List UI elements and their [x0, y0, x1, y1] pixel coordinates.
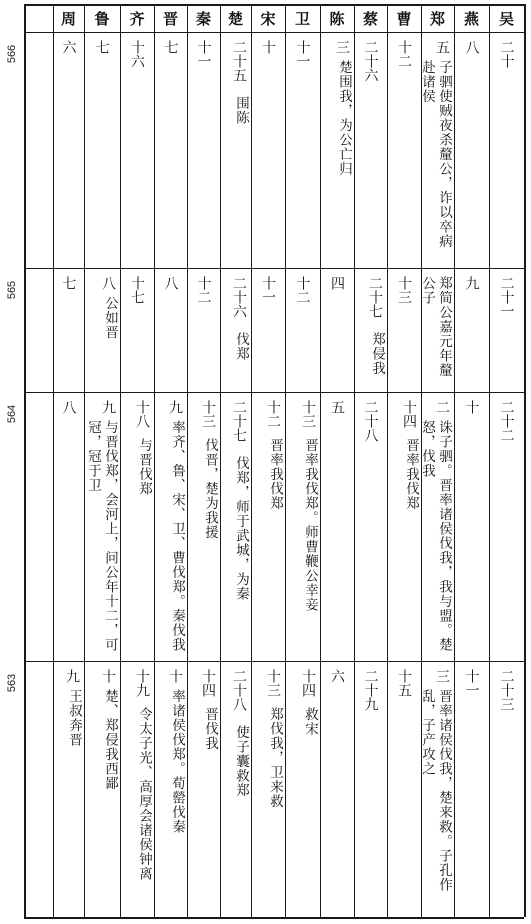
- table-cell: [120, 392, 154, 661]
- table-cell: [187, 268, 220, 392]
- year-label: [0, 34, 24, 64]
- table-cell: [220, 268, 251, 392]
- table-cell: [84, 32, 120, 268]
- regnal-year: 十四: [200, 669, 216, 697]
- table-cell: [84, 661, 120, 917]
- table-cell: [421, 32, 454, 268]
- table-cell: [251, 32, 285, 268]
- regnal-year: 十二: [294, 276, 311, 304]
- event-note: 公如晋: [102, 296, 118, 340]
- table-cell: [53, 661, 84, 917]
- regnal-year: 十三: [265, 669, 281, 697]
- regnal-year: 十九: [134, 669, 150, 697]
- regnal-year: 三: [334, 40, 350, 54]
- regnal-year: 十四: [401, 400, 417, 428]
- table-cell: [387, 268, 421, 392]
- event-note: 晋率我伐郑: [403, 438, 419, 511]
- regnal-year: 二十二: [498, 400, 515, 442]
- table-cell: [154, 32, 187, 268]
- table-vertical-rule: [524, 4, 526, 917]
- table-cell: [387, 661, 421, 917]
- year-label-text: 566: [5, 44, 18, 64]
- regnal-year: 三: [434, 669, 450, 683]
- regnal-year: 二十八: [231, 669, 247, 711]
- table-cell: [320, 268, 354, 392]
- regnal-year: 八: [162, 276, 179, 290]
- regnal-year: 二十七: [231, 400, 247, 442]
- year-label: [0, 663, 24, 693]
- table-cell: [489, 661, 524, 917]
- regnal-year: 九: [100, 400, 116, 414]
- column-header: 曹: [396, 9, 412, 28]
- event-note: 郑侵我: [369, 332, 385, 376]
- regnal-year: 二: [434, 400, 450, 414]
- table-cell: [220, 661, 251, 917]
- year-label-text: 564: [5, 404, 18, 424]
- table-cell: [84, 268, 120, 392]
- table-cell: [354, 32, 387, 268]
- event-note: 率诸侯伐郑。荀罃伐秦: [169, 689, 185, 834]
- regnal-year: 二十七: [367, 276, 383, 318]
- regnal-year: 十八: [134, 400, 150, 428]
- regnal-year: 六: [60, 40, 77, 54]
- regnal-year: 十七: [129, 276, 145, 304]
- regnal-year: 十四: [300, 669, 316, 697]
- event-note: 子驷使贼夜杀釐公，诈以卒病赴诸侯: [419, 60, 452, 249]
- regnal-year: 八: [60, 400, 77, 414]
- regnal-year: 十三: [200, 400, 216, 428]
- column-header: 周: [60, 9, 76, 28]
- table-cell: [454, 392, 489, 661]
- table-cell: [53, 32, 84, 268]
- regnal-year: 二十六: [231, 276, 247, 318]
- table-cell: [421, 268, 454, 392]
- table-cell: [454, 661, 489, 917]
- event-note: 围陈: [233, 96, 249, 125]
- regnal-year: 五: [434, 40, 450, 54]
- event-note: 王叔奔晋: [66, 689, 82, 747]
- event-note: 晋率我伐郑。师曹鞭公幸妾: [302, 438, 318, 612]
- regnal-year: 二十八: [362, 400, 379, 442]
- event-note: 伐郑: [233, 332, 249, 361]
- regnal-year: 二十六: [362, 40, 379, 82]
- table-cell: [387, 392, 421, 661]
- regnal-year: 七: [60, 276, 77, 290]
- column-header: 齐: [129, 9, 145, 28]
- table-cell: [489, 392, 524, 661]
- table-cell: [120, 661, 154, 917]
- event-note: 郑伐我，卫来救: [267, 707, 283, 809]
- table-cell: [154, 661, 187, 917]
- table-cell: [320, 392, 354, 661]
- table-cell: [285, 392, 320, 661]
- table-cell: [187, 661, 220, 917]
- regnal-year: 十一: [260, 276, 276, 304]
- event-note: 郑简公嘉元年釐公子: [419, 276, 452, 378]
- year-label: [0, 270, 24, 300]
- table-cell: [220, 32, 251, 268]
- table-cell: [320, 661, 354, 917]
- table-cell: [489, 32, 524, 268]
- regnal-year: 二十三: [498, 669, 515, 711]
- table-cell: [320, 32, 354, 268]
- regnal-year: 十一: [463, 669, 480, 697]
- regnal-year: 十: [260, 40, 276, 54]
- column-header: 蔡: [362, 9, 378, 28]
- column-header: 宋: [260, 9, 276, 28]
- year-label-text: 563: [5, 673, 18, 693]
- regnal-year: 十: [463, 400, 480, 414]
- table-cell: [251, 392, 285, 661]
- regnal-year: 十六: [129, 40, 145, 68]
- table-cell: [220, 392, 251, 661]
- column-header: 吴: [498, 9, 514, 28]
- regnal-year: 十一: [294, 40, 311, 68]
- regnal-year: 七: [94, 40, 110, 54]
- regnal-year: 八: [100, 276, 116, 290]
- table-cell: [489, 268, 524, 392]
- table-cell: [154, 268, 187, 392]
- regnal-year: 二十九: [362, 669, 379, 711]
- event-note: 与晋伐郑，会河上，问公年十二，可冠，冠于卫: [85, 420, 118, 652]
- event-note: 楚、郑侵我西鄙: [102, 689, 118, 791]
- regnal-year: 十: [167, 669, 183, 683]
- table-horizontal-rule: [24, 917, 524, 919]
- regnal-year: 九: [463, 276, 480, 290]
- table-cell: [354, 268, 387, 392]
- column-header: 鲁: [94, 9, 110, 28]
- year-label-text: 565: [5, 280, 18, 300]
- regnal-year: 二十五: [231, 40, 247, 82]
- table-cell: [53, 392, 84, 661]
- table-cell: [120, 268, 154, 392]
- table-cell: [421, 661, 454, 917]
- regnal-year: 四: [329, 276, 345, 290]
- regnal-year: 十一: [195, 40, 212, 68]
- event-note: 率齐、鲁、宋、卫、曹伐郑。秦伐我: [169, 420, 185, 652]
- regnal-year: 二十: [498, 40, 515, 68]
- table-cell: [285, 661, 320, 917]
- regnal-year: 十二: [195, 276, 212, 304]
- event-note: 诛子驷。晋率诸侯伐我，我与盟。楚怒，伐我: [419, 420, 452, 652]
- column-header: 楚: [227, 9, 243, 28]
- event-note: 令太子光、高厚会诸侯钟离: [136, 707, 152, 881]
- table-cell: [387, 32, 421, 268]
- regnal-year: 十: [100, 669, 116, 683]
- column-header: 秦: [195, 9, 211, 28]
- table-cell: [454, 268, 489, 392]
- column-header: 燕: [463, 9, 479, 28]
- table-vertical-rule: [24, 4, 26, 917]
- regnal-year: 十二: [396, 40, 412, 68]
- event-note: 晋率诸侯伐我，楚来救。子孔作乱，子产攻之: [419, 689, 452, 892]
- table-cell: [53, 268, 84, 392]
- event-note: 伐晋，楚为我援: [202, 438, 218, 540]
- table-cell: [454, 32, 489, 268]
- year-label: [0, 394, 24, 424]
- regnal-year: 九: [167, 400, 183, 414]
- event-note: 使子囊救郑: [233, 725, 249, 798]
- column-header: 晋: [162, 9, 178, 28]
- table-cell: [251, 661, 285, 917]
- table-cell: [354, 392, 387, 661]
- regnal-year: 十三: [300, 400, 316, 428]
- event-note: 晋伐我: [202, 707, 218, 751]
- table-cell: [187, 32, 220, 268]
- table-cell: [251, 268, 285, 392]
- column-header: 陈: [329, 9, 345, 28]
- event-note: 救宋: [302, 707, 318, 736]
- column-header: 郑: [429, 9, 445, 28]
- column-header: 卫: [294, 9, 310, 28]
- regnal-year: 二十一: [498, 276, 515, 318]
- table-cell: [354, 661, 387, 917]
- regnal-year: 六: [329, 669, 345, 683]
- regnal-year: 十二: [265, 400, 281, 428]
- regnal-year: 九: [64, 669, 80, 683]
- regnal-year: 八: [463, 40, 480, 54]
- event-note: 楚围我，为公亡归: [336, 60, 352, 176]
- table-cell: [154, 392, 187, 661]
- regnal-year: 十三: [396, 276, 412, 304]
- event-note: 伐郑，师于武城，为秦: [233, 456, 249, 601]
- regnal-year: 五: [329, 400, 345, 414]
- table-cell: [285, 32, 320, 268]
- regnal-year: 十五: [396, 669, 412, 697]
- event-note: 与晋伐郑: [136, 438, 152, 496]
- table-cell: [187, 392, 220, 661]
- table-cell: [421, 392, 454, 661]
- regnal-year: 七: [162, 40, 179, 54]
- table-cell: [120, 32, 154, 268]
- event-note: 晋率我伐郑: [267, 438, 283, 511]
- table-cell: [84, 392, 120, 661]
- table-cell: [285, 268, 320, 392]
